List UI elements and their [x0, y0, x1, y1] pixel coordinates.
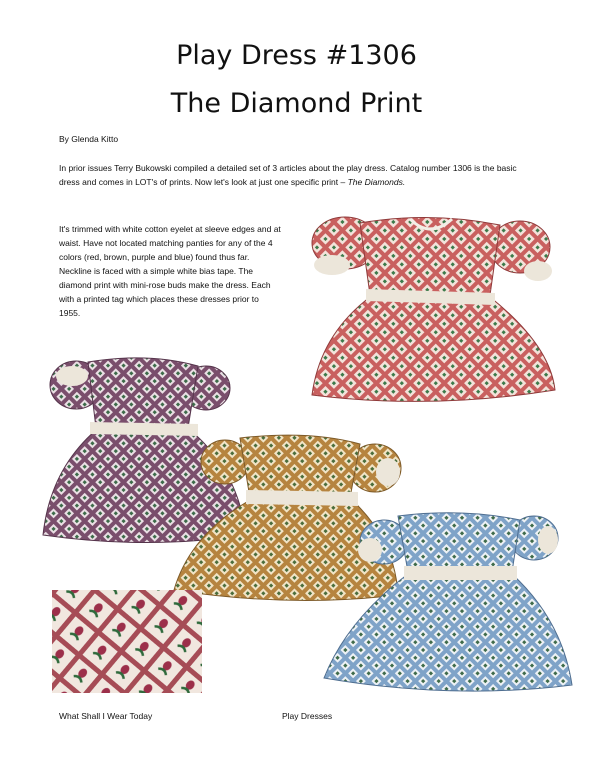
- footer-section: Play Dresses: [282, 711, 333, 721]
- intro-paragraph: [59, 161, 539, 189]
- intro-text: In prior issues Terry Bukowski compiled a detailed set of 3 articles about the play dress. Catalog number 1306 is the basic dress and comes in LOT's of prints. Now let's look at just one specific print –: [59, 163, 517, 187]
- footer-publication: What Shall I Wear Today: [59, 711, 153, 721]
- page-subtitle: The Diamond Print: [170, 88, 423, 119]
- byline: By Glenda Kitto: [59, 134, 119, 144]
- blue-dress-photo: [322, 510, 577, 700]
- fabric-closeup-photo: [52, 590, 202, 693]
- page-title: Play Dress #1306: [176, 40, 417, 71]
- red-dress-photo: [300, 205, 560, 410]
- body-paragraph: It's trimmed with white cotton eyelet at sleeve edges and at waist. Have not located matching panties for any of the 4 colors (red, brown, purple and blue) found thus far. Neckline is faced with a simple white bias tape. The diamond print with mini-rose buds make the dress. Each with a printed tag which places these dresses prior to 1955.: [59, 224, 281, 318]
- intro-italic: The Diamonds.: [347, 177, 406, 187]
